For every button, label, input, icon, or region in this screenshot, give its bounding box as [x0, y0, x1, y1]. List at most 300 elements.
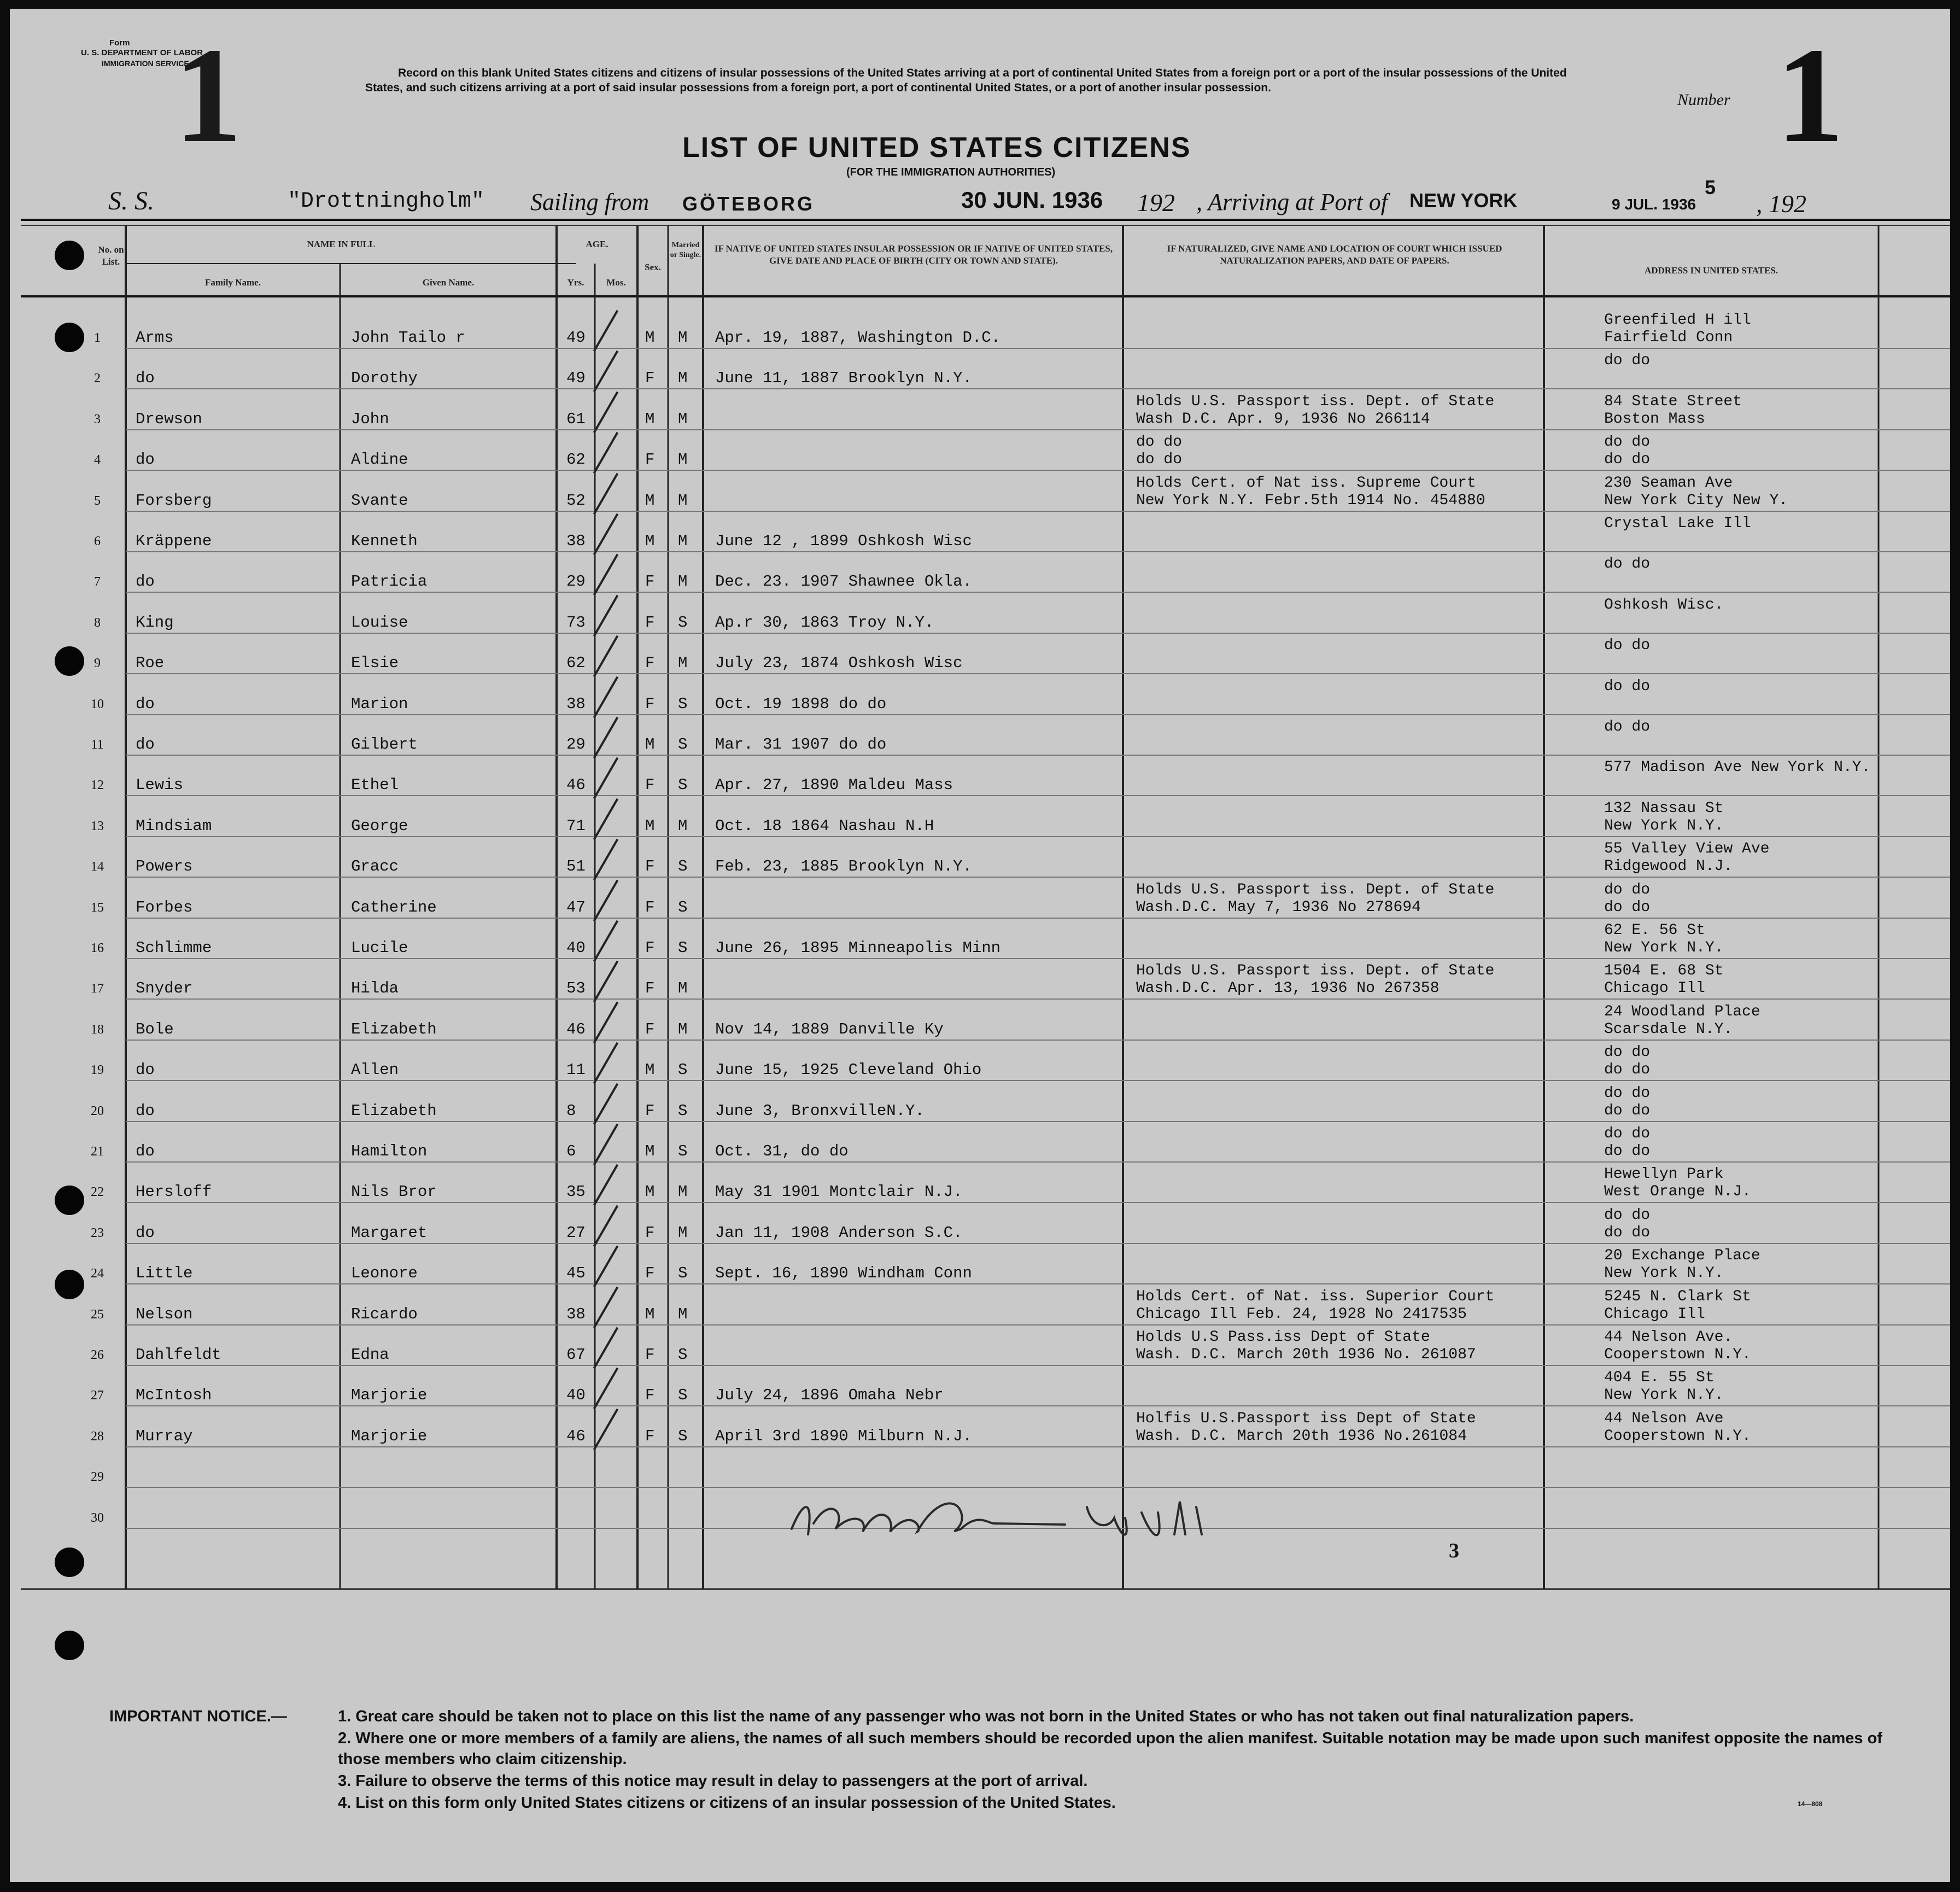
row-number: 12: [91, 778, 104, 793]
cell-age: 27: [566, 1223, 586, 1242]
col-header-yrs: Yrs.: [567, 277, 584, 288]
cell-addr2: Scarsdale N.Y.: [1604, 1020, 1733, 1038]
punch-hole: [55, 1631, 84, 1660]
cell-birth: Feb. 23, 1885 Brooklyn N.Y.: [715, 857, 972, 876]
cell-family: do: [136, 369, 155, 388]
cell-family: Murray: [136, 1427, 193, 1445]
cell-addr1: 44 Nelson Ave: [1604, 1410, 1724, 1427]
arriving-label: , Arriving at Port of: [1196, 189, 1388, 215]
cell-addr1: 5245 N. Clark St: [1604, 1288, 1751, 1305]
cell-age: 46: [566, 1427, 586, 1445]
cell-ms: S: [678, 1101, 688, 1120]
cell-ms: M: [678, 369, 688, 388]
cell-given: Allen: [351, 1061, 399, 1079]
cell-sex: M: [645, 329, 655, 347]
row-number: 16: [91, 941, 104, 955]
cell-nat1: Holds U.S Pass.iss Dept of State: [1136, 1329, 1430, 1346]
cell-age: 46: [566, 1020, 586, 1038]
col-header-mos: Mos.: [606, 277, 626, 288]
row-rule: [126, 1283, 1950, 1284]
cell-sex: F: [645, 1101, 655, 1120]
cell-addr2: do do: [1604, 1102, 1651, 1119]
cell-addr1: 84 State Street: [1604, 393, 1742, 410]
col-header-married: Married or Single.: [670, 241, 701, 259]
cell-addr1: 24 Woodland Place: [1604, 1003, 1760, 1020]
cell-sex: F: [645, 1223, 655, 1242]
cell-given: Ricardo: [351, 1305, 418, 1323]
row-rule: [126, 551, 1950, 552]
cell-age: 73: [566, 613, 586, 632]
row-number: 19: [91, 1063, 104, 1078]
row-rule: [126, 1243, 1950, 1244]
manifest-sheet: [10, 9, 1950, 1882]
cell-age: 46: [566, 776, 586, 795]
cell-ms: M: [678, 532, 688, 550]
cell-ms: S: [678, 694, 688, 713]
cell-ms: M: [678, 654, 688, 673]
cell-ms: S: [678, 857, 688, 876]
row-rule: [126, 429, 1950, 430]
cell-birth: Sept. 16, 1890 Windham Conn: [715, 1264, 972, 1283]
cell-age: 62: [566, 451, 586, 469]
cell-given: Marion: [351, 694, 408, 713]
sailing-label: Sailing from: [530, 189, 650, 215]
cell-age: 61: [566, 410, 586, 428]
cell-addr2: Ridgewood N.J.: [1604, 858, 1733, 875]
cell-ms: M: [678, 1020, 688, 1038]
cell-age: 8: [566, 1101, 576, 1120]
row-number: 21: [91, 1144, 104, 1159]
form-code: 14—808: [1798, 1800, 1823, 1808]
cell-age: 38: [566, 532, 586, 550]
cell-ms: M: [678, 1305, 688, 1323]
row-rule: [126, 877, 1950, 878]
cell-family: Schlimme: [136, 939, 212, 957]
cell-sex: F: [645, 1346, 655, 1364]
cell-addr1: do do: [1604, 1125, 1651, 1142]
cell-birth: June 15, 1925 Cleveland Ohio: [715, 1061, 982, 1079]
cell-addr2: do do: [1604, 451, 1651, 469]
row-rule: [126, 1080, 1950, 1081]
ss-label: S. S.: [108, 186, 154, 215]
cell-birth: Oct. 31, do do: [715, 1142, 849, 1160]
cell-addr1: do do: [1604, 678, 1651, 695]
cell-addr1: do do: [1604, 881, 1651, 898]
cell-addr2: Fairfield Conn: [1604, 329, 1733, 346]
cell-ms: M: [678, 491, 688, 510]
department-label: U. S. DEPARTMENT OF LABOR: [81, 48, 203, 57]
row-number: 27: [91, 1388, 104, 1403]
cell-sex: F: [645, 654, 655, 673]
cell-ms: M: [678, 1223, 688, 1242]
cell-addr1: do do: [1604, 637, 1651, 655]
cell-given: Elizabeth: [351, 1101, 437, 1120]
row-rule: [126, 958, 1950, 959]
notice-item-3: 3. Failure to observe the terms of this notice may result in delay to passengers at the port of arrival.: [338, 1772, 1088, 1790]
cell-family: Kräppene: [136, 532, 212, 550]
cell-family: do: [136, 573, 155, 591]
cell-age: 49: [566, 369, 586, 388]
cell-given: Hilda: [351, 979, 399, 998]
year-suffix-2: , 192: [1756, 190, 1806, 218]
cell-ms: S: [678, 939, 688, 957]
cell-given: Elizabeth: [351, 1020, 437, 1038]
cell-birth: Nov 14, 1889 Danville Ky: [715, 1020, 944, 1038]
cell-nat1: Holfis U.S.Passport iss Dept of State: [1136, 1410, 1476, 1427]
cell-family: Lewis: [136, 776, 184, 795]
cell-ms: S: [678, 776, 688, 795]
cell-ms: M: [678, 329, 688, 347]
cell-addr1: 44 Nelson Ave.: [1604, 1329, 1733, 1346]
cell-nat2: Wash D.C. Apr. 9, 1936 No 266114: [1136, 410, 1430, 428]
cell-addr2: New York City New Y.: [1604, 492, 1788, 509]
col-header-sex: Sex.: [645, 262, 661, 272]
row-rule: [126, 1121, 1950, 1122]
row-rule: [126, 388, 1950, 389]
row-number: 29: [91, 1470, 104, 1485]
row-number: 7: [94, 575, 101, 589]
row-rule: [126, 1202, 1950, 1203]
cell-given: Elsie: [351, 654, 399, 673]
cell-addr2: New York N.Y.: [1604, 939, 1724, 956]
col-header-naturalized: IF NATURALIZED, GIVE NAME AND LOCATION OF COURT WHICH ISSUED NATURALIZATION PAPERS, AND DATE OF PAPERS.: [1167, 243, 1502, 266]
arrive-correction: 5: [1705, 176, 1716, 198]
row-rule: [126, 633, 1950, 634]
cell-addr1: 132 Nassau St: [1604, 799, 1724, 817]
cell-nat2: Wash.D.C. May 7, 1936 No 278694: [1136, 898, 1421, 916]
cell-nat2: Wash.D.C. Apr. 13, 1936 No 267358: [1136, 980, 1440, 997]
cell-given: Gracc: [351, 857, 399, 876]
cell-given: Gilbert: [351, 735, 418, 754]
arrive-date-stamp: 9 JUL. 1936: [1612, 196, 1696, 213]
cell-given: John Tailo r: [351, 329, 465, 347]
cell-family: do: [136, 1101, 155, 1120]
row-number: 18: [91, 1022, 104, 1037]
cell-addr2: Cooperstown N.Y.: [1604, 1346, 1751, 1363]
port-to: NEW YORK: [1409, 189, 1518, 212]
col-header-no: No. on List.: [98, 244, 124, 267]
cell-family: Roe: [136, 654, 165, 673]
cell-ms: S: [678, 1061, 688, 1079]
row-rule: [126, 1040, 1950, 1041]
page-mark: 3: [1449, 1539, 1459, 1562]
col-header-age: AGE.: [586, 239, 609, 249]
row-rule: [126, 673, 1950, 674]
cell-age: 6: [566, 1142, 576, 1160]
row-number: 3: [94, 412, 101, 427]
cell-given: Aldine: [351, 451, 408, 469]
cell-sex: F: [645, 898, 655, 916]
row-number: 13: [91, 819, 104, 833]
row-rule: [126, 755, 1950, 756]
cell-family: Bole: [136, 1020, 174, 1038]
cell-age: 40: [566, 939, 586, 957]
cell-family: Hersloff: [136, 1183, 212, 1201]
cell-family: Snyder: [136, 979, 193, 998]
cell-addr1: do do: [1604, 434, 1651, 451]
row-number: 28: [91, 1429, 104, 1444]
cell-ms: S: [678, 1386, 688, 1405]
notice-item-1: 1. Great care should be taken not to place on this list the name of any passenger who was not born in the United States or who has not taken out final naturalization papers.: [338, 1708, 1634, 1725]
cell-age: 71: [566, 816, 586, 835]
cell-birth: Apr. 27, 1890 Maldeu Mass: [715, 776, 953, 795]
sail-date-stamp: 30 JUN. 1936: [961, 187, 1103, 213]
row-number: 26: [91, 1348, 104, 1362]
cell-nat1: Holds Cert. of Nat. iss. Superior Court: [1136, 1288, 1495, 1305]
year-suffix: 192: [1137, 189, 1175, 217]
cell-given: Dorothy: [351, 369, 418, 388]
cell-addr1: 577 Madison Ave New York N.Y.: [1604, 759, 1871, 776]
row-number: 23: [91, 1225, 104, 1240]
cell-addr1: do do: [1604, 1044, 1651, 1061]
cell-ms: M: [678, 451, 688, 469]
cell-family: Dahlfeldt: [136, 1346, 221, 1364]
cell-sex: M: [645, 532, 655, 550]
cell-given: Hamilton: [351, 1142, 428, 1160]
cell-family: do: [136, 451, 155, 469]
cell-birth: Oct. 18 1864 Nashau N.H: [715, 816, 934, 835]
cell-sex: F: [645, 1386, 655, 1405]
cell-given: Kenneth: [351, 532, 418, 550]
row-number: 8: [94, 615, 101, 630]
cell-given: Patricia: [351, 573, 428, 591]
cell-family: Powers: [136, 857, 193, 876]
row-number: 25: [91, 1307, 104, 1322]
cell-ms: S: [678, 613, 688, 632]
cell-birth: Ap.r 30, 1863 Troy N.Y.: [715, 613, 934, 632]
cell-family: do: [136, 1223, 155, 1242]
cell-age: 52: [566, 491, 586, 510]
row-number: 2: [94, 371, 101, 386]
cell-addr1: do do: [1604, 719, 1651, 735]
cell-sex: F: [645, 1264, 655, 1283]
cell-addr2: Chicago Ill: [1604, 1305, 1705, 1323]
row-number: 17: [91, 982, 104, 996]
cell-nat1: do do: [1136, 434, 1183, 451]
cell-family: do: [136, 1061, 155, 1079]
cell-family: Arms: [136, 329, 174, 347]
page-subtitle: (FOR THE IMMIGRATION AUTHORITIES): [846, 166, 1056, 178]
cell-birth: July 23, 1874 Oshkosh Wisc: [715, 654, 963, 673]
cell-sex: F: [645, 939, 655, 957]
cell-given: Louise: [351, 613, 408, 632]
row-rule: [126, 1405, 1950, 1406]
cell-ms: S: [678, 1427, 688, 1445]
cell-family: Nelson: [136, 1305, 193, 1323]
page-title: LIST OF UNITED STATES CITIZENS: [682, 132, 1191, 163]
signature-image: [781, 1480, 1437, 1551]
cell-addr2: New York N.Y.: [1604, 1387, 1724, 1404]
cell-family: Mindsiam: [136, 816, 212, 835]
row-rule: [126, 1365, 1950, 1366]
cell-sex: M: [645, 1061, 655, 1079]
cell-addr2: Cooperstown N.Y.: [1604, 1427, 1751, 1445]
cell-age: 53: [566, 979, 586, 998]
row-number: 11: [91, 738, 104, 752]
number-label: Number: [1677, 91, 1730, 109]
row-rule: [126, 592, 1950, 593]
cell-sex: M: [645, 410, 655, 428]
cell-addr1: 62 E. 56 St: [1604, 922, 1705, 939]
row-number: 15: [91, 900, 104, 915]
cell-sex: F: [645, 776, 655, 795]
cell-given: Leonore: [351, 1264, 418, 1283]
col-header-address: ADDRESS IN UNITED STATES.: [1644, 265, 1778, 276]
cell-nat1: Holds U.S. Passport iss. Dept. of State: [1136, 881, 1495, 898]
cell-birth: June 12 , 1899 Oshkosh Wisc: [715, 532, 972, 550]
cell-sex: F: [645, 979, 655, 998]
cell-ms: M: [678, 573, 688, 591]
cell-family: Forsberg: [136, 491, 212, 510]
cell-sex: F: [645, 694, 655, 713]
cell-addr1: Oshkosh Wisc.: [1604, 596, 1724, 614]
cell-addr1: Greenfiled H ill: [1604, 312, 1751, 329]
cell-addr1: 230 Seaman Ave: [1604, 474, 1733, 492]
cell-family: do: [136, 1142, 155, 1160]
form-label: Form: [109, 38, 130, 48]
cell-addr2: Boston Mass: [1604, 410, 1705, 428]
cell-age: 11: [566, 1061, 586, 1079]
col-header-family: Family Name.: [205, 277, 261, 288]
cell-addr1: Crystal Lake Ill: [1604, 515, 1751, 532]
cell-given: George: [351, 816, 408, 835]
row-rule: [126, 836, 1950, 837]
cell-age: 38: [566, 1305, 586, 1323]
cell-addr1: do do: [1604, 352, 1651, 370]
cell-addr2: Chicago Ill: [1604, 980, 1705, 997]
cell-family: McIntosh: [136, 1386, 212, 1405]
cell-age: 29: [566, 573, 586, 591]
cell-addr2: West Orange N.J.: [1604, 1183, 1751, 1201]
service-label: IMMIGRATION SERVICE: [102, 59, 189, 68]
cell-age: 35: [566, 1183, 586, 1201]
cell-sex: M: [645, 1183, 655, 1201]
row-number: 4: [94, 453, 101, 468]
cell-sex: M: [645, 1142, 655, 1160]
cell-addr1: 1504 E. 68 St: [1604, 962, 1724, 980]
cell-age: 62: [566, 654, 586, 673]
cell-sex: F: [645, 1020, 655, 1038]
big-number-left: 1: [174, 20, 242, 171]
cell-birth: June 11, 1887 Brooklyn N.Y.: [715, 369, 972, 388]
cell-age: 40: [566, 1386, 586, 1405]
row-rule: [126, 714, 1950, 715]
row-rule: [126, 918, 1950, 919]
cell-family: Little: [136, 1264, 193, 1283]
cell-addr1: 404 E. 55 St: [1604, 1369, 1715, 1387]
cell-birth: June 3, BronxvilleN.Y.: [715, 1101, 925, 1120]
row-number: 14: [91, 860, 104, 874]
row-rule: [126, 470, 1950, 471]
cell-birth: Dec. 23. 1907 Shawnee Okla.: [715, 573, 972, 591]
cell-given: Svante: [351, 491, 408, 510]
cell-sex: F: [645, 1427, 655, 1445]
instructions-text: Record on this blank United States citizens and citizens of insular possessions of the United States arriving at a port of continental United States from a foreign port or a port of the insular possessions of the United States, and such citizens arriving at a port of said insular possessions from a foreign port, a port of continental United States, or a port of another insular possession.: [365, 67, 1567, 94]
row-number: 22: [91, 1185, 104, 1200]
cell-age: 45: [566, 1264, 586, 1283]
cell-birth: July 24, 1896 Omaha Nebr: [715, 1386, 944, 1405]
cell-sex: F: [645, 573, 655, 591]
cell-age: 38: [566, 694, 586, 713]
cell-age: 51: [566, 857, 586, 876]
row-number: 10: [91, 697, 104, 711]
cell-addr1: Hewellyn Park: [1604, 1166, 1724, 1183]
cell-ms: S: [678, 1264, 688, 1283]
cell-ms: S: [678, 735, 688, 754]
cell-sex: F: [645, 613, 655, 632]
cell-addr2: New York N.Y.: [1604, 817, 1724, 834]
ship-name: "Drottningholm": [288, 189, 485, 214]
cell-birth: May 31 1901 Montclair N.J.: [715, 1183, 963, 1201]
port-from: GÖTEBORG: [682, 192, 815, 215]
cell-given: Marjorie: [351, 1386, 428, 1405]
cell-sex: F: [645, 451, 655, 469]
cell-given: Catherine: [351, 898, 437, 916]
cell-addr2: New York N.Y.: [1604, 1265, 1724, 1282]
cell-nat2: Wash. D.C. March 20th 1936 No.261084: [1136, 1427, 1467, 1445]
cell-given: John: [351, 410, 389, 428]
cell-addr2: do do: [1604, 1224, 1651, 1241]
cell-sex: M: [645, 816, 655, 835]
cell-addr1: do do: [1604, 1206, 1651, 1224]
cell-birth: Oct. 19 1898 do do: [715, 694, 887, 713]
cell-ms: S: [678, 1142, 688, 1160]
cell-age: 29: [566, 735, 586, 754]
cell-nat1: Holds U.S. Passport iss. Dept. of State: [1136, 962, 1495, 980]
row-rule: [126, 1446, 1950, 1447]
cell-birth: June 26, 1895 Minneapolis Minn: [715, 939, 1001, 957]
cell-birth: April 3rd 1890 Milburn N.J.: [715, 1427, 972, 1445]
cell-addr2: do do: [1604, 1143, 1651, 1160]
cell-birth: Mar. 31 1907 do do: [715, 735, 887, 754]
notice-label: IMPORTANT NOTICE.—: [109, 1708, 287, 1725]
cell-family: King: [136, 613, 174, 632]
cell-nat2: Chicago Ill Feb. 24, 1928 No 2417535: [1136, 1305, 1467, 1323]
notice-item-4: 4. List on this form only United States citizens or citizens of an insular possession of the United States.: [338, 1794, 1116, 1812]
row-rule: [126, 1161, 1950, 1163]
cell-ms: M: [678, 979, 688, 998]
cell-nat2: Wash. D.C. March 20th 1936 No. 261087: [1136, 1346, 1476, 1363]
col-header-name-in-full: NAME IN FULL: [307, 239, 376, 249]
cell-nat2: do do: [1136, 451, 1183, 469]
cell-given: Lucile: [351, 939, 408, 957]
row-number: 30: [91, 1510, 104, 1525]
cell-addr1: do do: [1604, 556, 1651, 573]
cell-ms: S: [678, 898, 688, 916]
cell-sex: F: [645, 857, 655, 876]
col-header-given: Given Name.: [422, 277, 475, 288]
cell-given: Margaret: [351, 1223, 428, 1242]
cell-ms: M: [678, 410, 688, 428]
row-rule: [126, 998, 1950, 1000]
cell-addr1: 20 Exchange Place: [1604, 1247, 1760, 1265]
cell-sex: F: [645, 369, 655, 388]
cell-family: do: [136, 735, 155, 754]
row-number: 1: [94, 331, 101, 345]
cell-nat1: Holds Cert. of Nat iss. Supreme Court: [1136, 474, 1476, 492]
cell-nat1: Holds U.S. Passport iss. Dept. of State: [1136, 393, 1495, 410]
row-number: 5: [94, 493, 101, 508]
row-number: 6: [94, 534, 101, 548]
cell-given: Ethel: [351, 776, 399, 795]
cell-sex: M: [645, 735, 655, 754]
cell-birth: Apr. 19, 1887, Washington D.C.: [715, 329, 1001, 347]
cell-given: Nils Bror: [351, 1183, 437, 1201]
cell-age: 49: [566, 329, 586, 347]
cell-ms: S: [678, 1346, 688, 1364]
row-rule: [126, 795, 1950, 796]
cell-age: 47: [566, 898, 586, 916]
